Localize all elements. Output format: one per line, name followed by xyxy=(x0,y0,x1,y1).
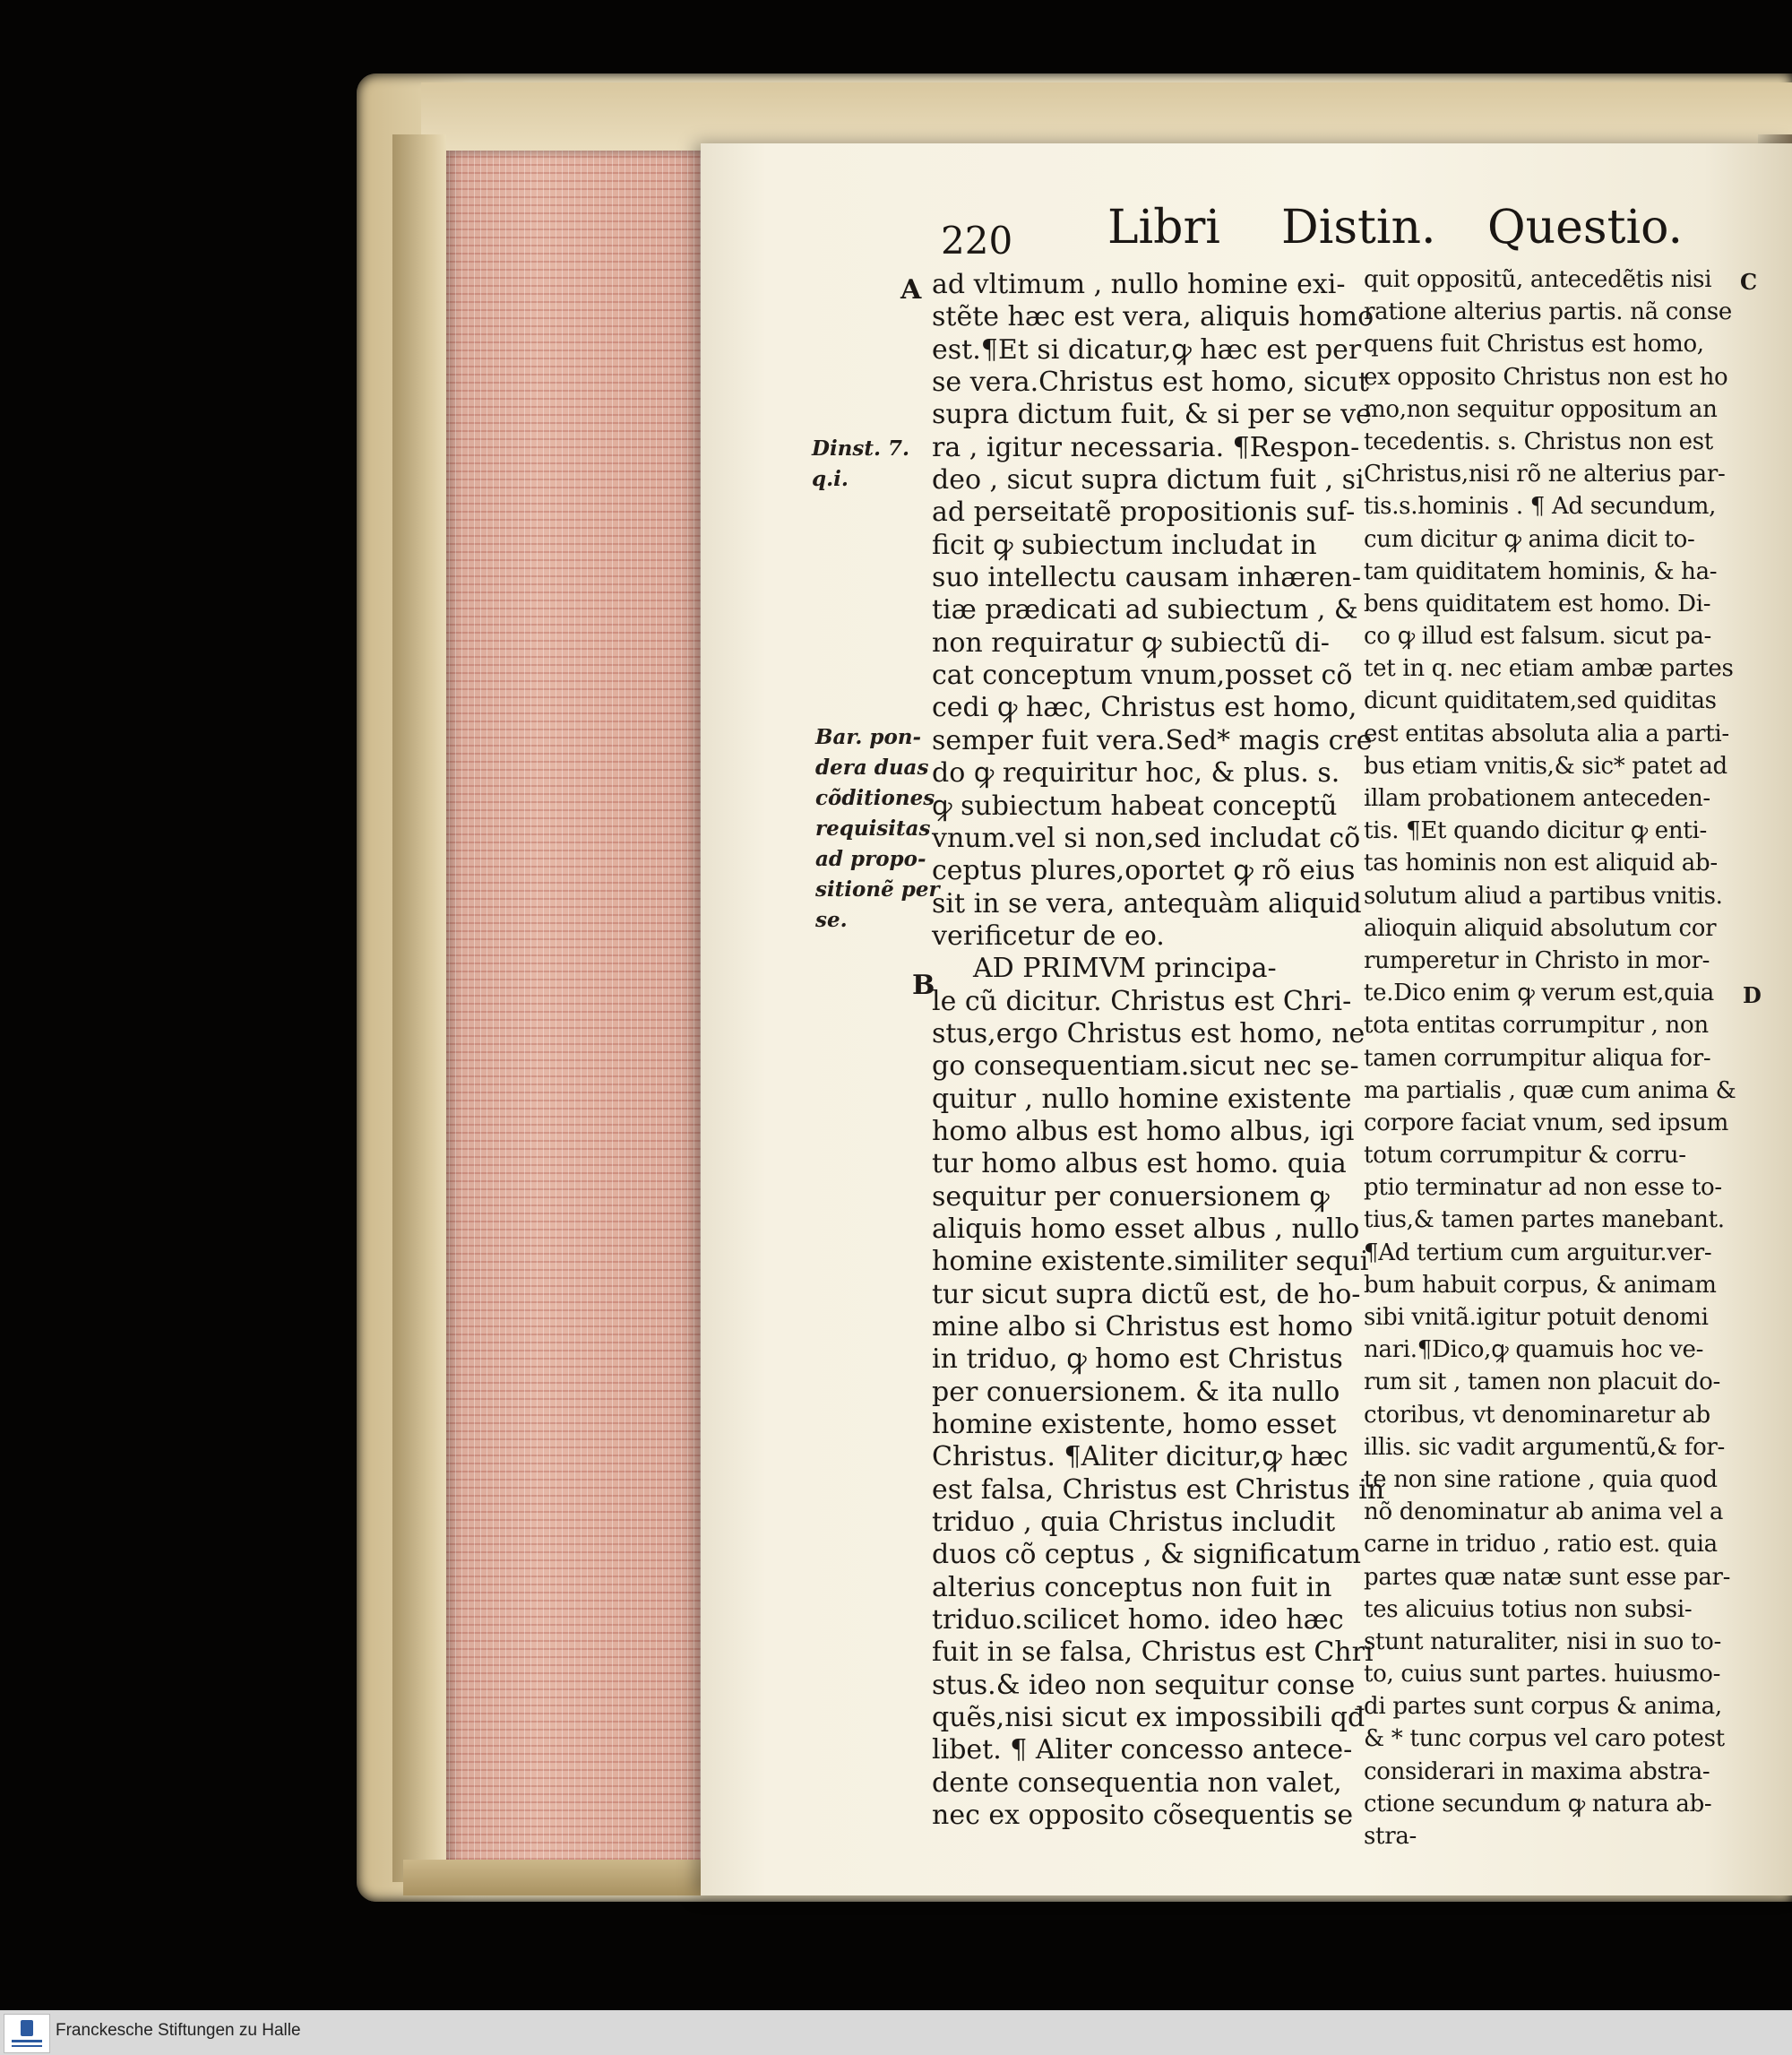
text-line: carne in triduo , ratio est. quia xyxy=(1364,1531,1718,1559)
marginal-note-line: dera duas xyxy=(815,756,929,780)
text-line: ex opposito Christus non est ho xyxy=(1364,363,1728,391)
text-line: Christus,nisi rõ ne alterius par- xyxy=(1364,461,1726,488)
text-line: ꝙ subiectum habeat conceptũ xyxy=(932,790,1338,822)
text-line: partes quæ natæ sunt esse par- xyxy=(1364,1563,1731,1591)
text-line: aliquis homo esset albus , nullo xyxy=(932,1213,1360,1245)
text-line: libet. ¶ Aliter concesso antece- xyxy=(932,1734,1353,1766)
marginal-note-line: Bar. pon- xyxy=(815,725,922,749)
binding-inner-edge xyxy=(392,134,446,1882)
text-line: tur sicut supra dictũ est, de ho- xyxy=(932,1278,1361,1310)
text-line: tet in q. nec etiam ambæ partes xyxy=(1364,655,1734,683)
text-line: mo,non sequitur oppositum an xyxy=(1364,395,1718,423)
text-line: semper fuit vera.Sed* magis cre xyxy=(932,724,1373,756)
text-line: non requiratur ꝙ subiectũ di- xyxy=(932,626,1330,659)
text-line: ¶Ad tertium cum arguitur.ver- xyxy=(1364,1239,1712,1266)
text-line: tius,& tamen partes manebant. xyxy=(1364,1206,1725,1234)
text-line: homine existente.similiter sequi xyxy=(932,1246,1369,1278)
text-line: co ꝙ illud est falsum. sicut pa- xyxy=(1364,623,1712,651)
text-line: rumperetur in Christo in mor- xyxy=(1364,946,1710,974)
text-line: illam probationem anteceden- xyxy=(1364,785,1710,812)
text-line: stus,ergo Christus est homo, ne xyxy=(932,1017,1366,1049)
text-line: supra dictum fuit, & si per se ve xyxy=(932,399,1372,431)
text-line: quit oppositũ, antecedẽtis nisi xyxy=(1364,266,1712,293)
running-title-libri: Libri xyxy=(1107,201,1220,255)
institution-logo xyxy=(4,2014,50,2053)
text-line: vnum.vel si non,sed includat cõ xyxy=(932,822,1361,854)
text-line: in triduo, ꝙ homo est Christus xyxy=(932,1343,1343,1376)
text-line: triduo , quia Christus includit xyxy=(932,1507,1336,1539)
marginal-note-line: cõditiones xyxy=(815,786,935,810)
text-line: go consequentiam.sicut nec se- xyxy=(932,1050,1359,1083)
text-line: dicunt quiditatem,sed quiditas xyxy=(1364,687,1717,715)
text-column-left xyxy=(932,269,1384,1833)
marginal-note-distinction xyxy=(812,434,909,495)
text-line: tamen corrumpitur aliqua for- xyxy=(1364,1044,1711,1072)
logo-bar-icon xyxy=(12,2040,42,2042)
text-line: deo , sicut supra dictum fuit , si xyxy=(932,464,1365,496)
section-letter-c: C xyxy=(1740,269,1758,295)
text-line: Christus. ¶Aliter dicitur,ꝙ hæc xyxy=(932,1441,1348,1473)
text-line: suo intellectu causam inhæren- xyxy=(932,562,1361,594)
text-line: bus etiam vnitis,& sic* patet ad xyxy=(1364,752,1727,780)
text-line: le cũ dicitur. Christus est Chri- xyxy=(932,985,1352,1017)
text-line: quens fuit Christus est homo, xyxy=(1364,331,1704,358)
text-line: dente consequentia non valet, xyxy=(932,1766,1342,1799)
text-line: te non sine ratione , quia quod xyxy=(1364,1465,1718,1493)
text-line: mine albo si Christus est homo xyxy=(932,1311,1354,1343)
text-line: solutum aliud a partibus vnitis. xyxy=(1364,882,1723,910)
text-line: stus.& ideo non sequitur conse xyxy=(932,1669,1356,1701)
text-line: stra- xyxy=(1364,1823,1417,1850)
section-letter-d: D xyxy=(1743,982,1762,1008)
marginal-note-line: sitionẽ per xyxy=(815,877,940,902)
text-line: totum corrumpitur & corru- xyxy=(1364,1142,1686,1170)
text-line: to, cuius sunt partes. huiusmo- xyxy=(1364,1661,1721,1688)
text-line: AD PRIMVM principa- xyxy=(973,953,1277,985)
text-line: te.Dico enim ꝙ verum est,quia xyxy=(1364,980,1715,1007)
logo-mark-icon xyxy=(21,2020,33,2036)
text-line: cedi ꝙ hæc, Christus est homo, xyxy=(932,692,1357,724)
marginal-note-line: se. xyxy=(815,908,848,932)
text-line: est.¶Et si dicatur,ꝙ hæc est per xyxy=(932,333,1362,366)
footer-bar xyxy=(0,2010,1792,2055)
text-line: di partes sunt corpus & anima, xyxy=(1364,1693,1722,1721)
text-line: considerari in maxima abstra- xyxy=(1364,1757,1710,1785)
text-line: do ꝙ requiritur hoc, & plus. s. xyxy=(932,757,1340,790)
marginal-note-line: q.i. xyxy=(812,467,849,491)
text-line: ctione secundum ꝙ natura ab- xyxy=(1364,1790,1712,1818)
text-line: tes alicuius totius non subsi- xyxy=(1364,1595,1693,1623)
text-line: stunt naturaliter, nisi in suo to- xyxy=(1364,1628,1721,1655)
text-line: ctoribus, vt denominaretur ab xyxy=(1364,1401,1710,1429)
text-line: ceptus plures,oportet ꝙ rõ eius xyxy=(932,855,1356,887)
text-line: sit in se vera, antequàm aliquid xyxy=(932,887,1362,920)
text-line: tur homo albus est homo. quia xyxy=(932,1148,1347,1180)
text-line: corpore faciat vnum, sed ipsum xyxy=(1364,1109,1728,1136)
logo-bar-icon xyxy=(12,2045,42,2047)
text-line: nec ex opposito cõsequentis se xyxy=(932,1800,1354,1832)
text-line: illis. sic vadit argumentũ,& for- xyxy=(1364,1433,1726,1461)
text-line: rum sit , tamen non placuit do- xyxy=(1364,1369,1720,1396)
text-line: ad perseitatẽ propositionis suf- xyxy=(932,496,1356,529)
text-line: ptio terminatur ad non esse to- xyxy=(1364,1174,1722,1202)
text-line: tas hominis non est aliquid ab- xyxy=(1364,850,1718,877)
text-line: & * tunc corpus vel caro potest xyxy=(1364,1725,1725,1753)
text-line: sibi vnitã.igitur potuit denomi xyxy=(1364,1304,1709,1331)
marginal-note-line: ad propo- xyxy=(815,847,926,871)
institution-name: Franckesche Stiftungen zu Halle xyxy=(56,2021,301,2040)
marginal-note-line: requisitas xyxy=(815,816,931,841)
text-line: est falsa, Christus est Christus in xyxy=(932,1473,1385,1506)
text-line: ratione alterius partis. nã conse xyxy=(1364,298,1733,326)
text-line: alterius conceptus non fuit in xyxy=(932,1571,1332,1603)
text-line: tam quiditatem hominis, & ha- xyxy=(1364,557,1718,585)
text-line: ad vltimum , nullo homine exi- xyxy=(932,269,1346,300)
text-line: homine existente, homo esset xyxy=(932,1409,1337,1441)
text-line: quẽs,nisi sicut ex impossibili qđ xyxy=(932,1702,1366,1734)
text-column-right xyxy=(1364,263,1736,1852)
text-line: se vera.Christus est homo, sicut xyxy=(932,367,1369,399)
text-line: fuit in se falsa, Christus est Chri xyxy=(932,1636,1374,1669)
text-line: verificetur de eo. xyxy=(932,920,1165,952)
text-line: tiæ prædicati ad subiectum , & xyxy=(932,594,1358,626)
text-line: bens quiditatem est homo. Di- xyxy=(1364,590,1711,617)
section-letter-a: A xyxy=(900,274,922,306)
text-line: cum dicitur ꝙ anima dicit to- xyxy=(1364,525,1695,553)
text-line: tis. ¶Et quando dicitur ꝙ enti- xyxy=(1364,817,1707,845)
text-line: homo albus est homo albus, igi xyxy=(932,1115,1355,1147)
text-line: nõ denominatur ab anima vel a xyxy=(1364,1498,1724,1526)
text-line: sequitur per conuersionem ꝙ xyxy=(932,1180,1330,1213)
text-line: triduo.scilicet homo. ideo hæc xyxy=(932,1604,1344,1636)
page-number: 220 xyxy=(941,219,1013,263)
text-line: tota entitas corrumpitur , non xyxy=(1364,1012,1709,1040)
running-title-distin: Distin. xyxy=(1281,201,1436,255)
marginal-note-conditions xyxy=(815,722,940,936)
text-line: ra , igitur necessaria. ¶Respon- xyxy=(932,431,1360,463)
running-title-questio: Questio. xyxy=(1487,201,1684,255)
text-line: alioquin aliquid absolutum cor xyxy=(1364,914,1717,942)
text-line: quitur , nullo homine existente xyxy=(932,1083,1352,1115)
text-line: duos cõ ceptus , & significatum xyxy=(932,1539,1361,1571)
text-line: cat conceptum vnum,posset cõ xyxy=(932,660,1353,692)
text-line: tis.s.hominis . ¶ Ad secundum, xyxy=(1364,493,1717,521)
text-line: ficit ꝙ subiectum includat in xyxy=(932,529,1317,561)
section-letter-b: B xyxy=(912,970,935,1001)
text-line: per conuersionem. & ita nullo xyxy=(932,1376,1340,1408)
text-line: est entitas absoluta alia a parti- xyxy=(1364,720,1729,747)
text-line: tecedentis. s. Christus non est xyxy=(1364,427,1713,455)
marginal-note-line: Dinst. 7. xyxy=(812,436,910,461)
text-line: nari.¶Dico,ꝙ quamuis hoc ve- xyxy=(1364,1336,1704,1364)
text-line: stẽte hæc est vera, aliquis homo xyxy=(932,301,1374,333)
text-line: bum habuit corpus, & animam xyxy=(1364,1271,1717,1299)
text-line: ma partialis , quæ cum anima & xyxy=(1364,1076,1736,1104)
